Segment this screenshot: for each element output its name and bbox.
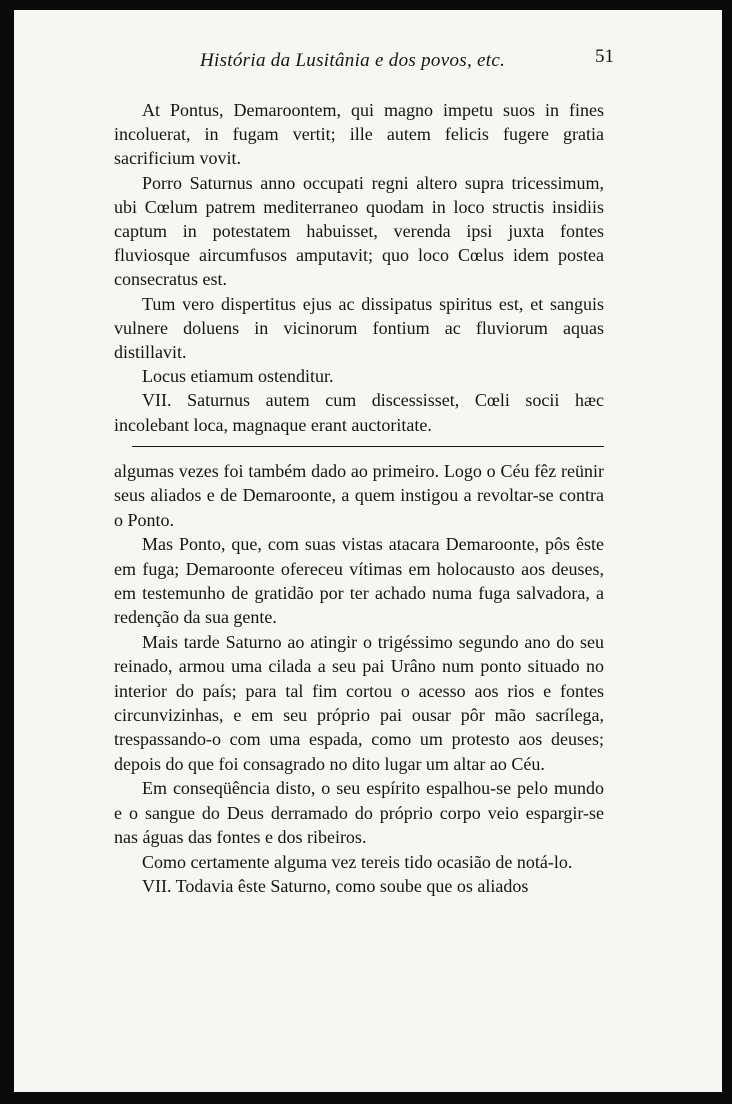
section-divider: [132, 446, 604, 447]
portuguese-paragraph: Em conseqüência disto, o seu espírito espalhou-se pelo mundo e o sangue do Deus derramado do próprio corpo veio espargir-se nas águas das fontes e dos ribeiros.: [114, 778, 604, 848]
latin-paragraph: Tum vero dispertitus ejus ac dissipatus spiritus est, et sanguis vulnere doluens in vicinorum fontium ac fluviorum aquas distillavit.: [114, 293, 604, 363]
portuguese-paragraph: algumas vezes foi também dado ao primeiro. Logo o Céu fêz reünir seus aliados e de Demaroonte, a quem instigou a revoltar-se contra o Ponto.: [114, 461, 604, 530]
page-header: [114, 44, 614, 74]
page-number: 51: [595, 46, 614, 67]
latin-paragraph: At Pontus, Demaroontem, qui magno impetu suos in fines incoluerat, in fugam vertit; ille autem felicis fugere gratia sacrificium vovit.: [114, 100, 604, 169]
latin-paragraph: VII. Saturnus autem cum discessisset, Cœli socii hæc incolebant loca, magnaque erant auctoritate.: [114, 390, 604, 435]
portuguese-paragraph: Mas Ponto, que, com suas vistas atacara Demaroonte, pôs êste em fuga; Demaroonte ofereceu vítimas em holocausto aos deuses, em testemunho de gratidão por ter achado numa fuga salvadora, a redenção da sua gente.: [114, 534, 604, 628]
latin-paragraph: Porro Saturnus anno occupati regni altero supra tricessimum, ubi Cœlum patrem mediterraneo quodam in loco structis insidiis captum in potestatem habuisset, verenda ipsi juxta fontes fluviosque aircumfusos amputavit; quo loco Cœlus idem postea consecratus est.: [114, 172, 604, 290]
latin-paragraph: Locus etiamum ostenditur.: [142, 366, 334, 387]
portuguese-paragraph: VII. Todavia êste Saturno, como soube que os aliados: [142, 875, 529, 896]
running-title: História da Lusitânia e dos povos, etc.: [200, 50, 506, 71]
portuguese-text-block: [114, 459, 604, 898]
portuguese-paragraph: Mais tarde Saturno ao atingir o trigéssimo segundo ano do seu reinado, armou uma cilada a seu pai Urâno num ponto situado no interior do país; para tal fim cortou o acesso aos rios e fontes circunvizinhas, e em seu próprio pai ousar pôr mão sacrílega, trespassando-o com uma espada, como um protesto aos deuses; depois do que foi consagrado no dito lugar um altar ao Céu.: [114, 631, 604, 774]
portuguese-paragraph: Como certamente alguma vez tereis tido ocasião de notá-lo.: [142, 851, 573, 872]
latin-text-block: [114, 98, 604, 437]
book-page: [14, 10, 722, 1092]
